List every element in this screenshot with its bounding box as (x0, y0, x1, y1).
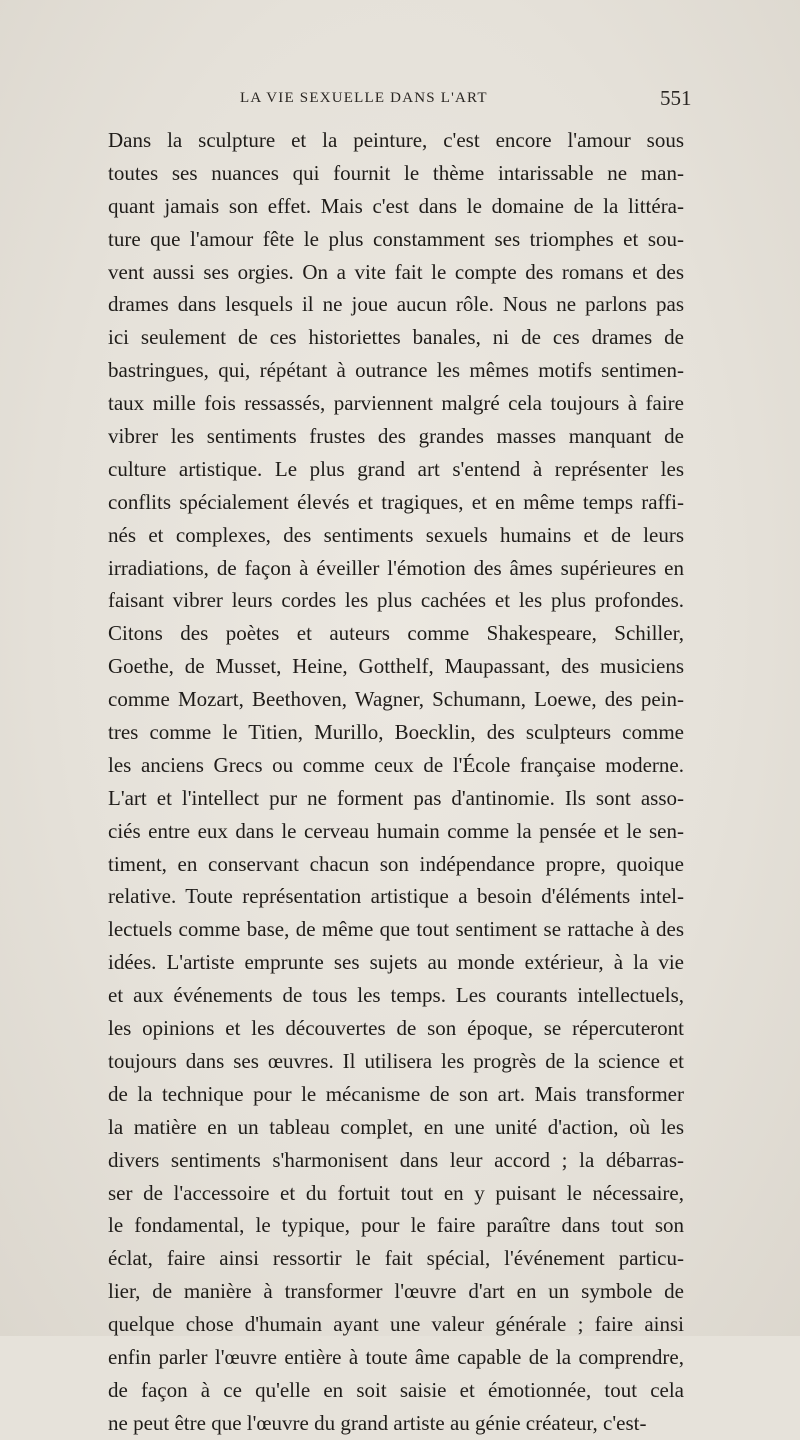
text-line: ne peut être que l'œuvre du grand artiste au génie créateur, c'est- (108, 1410, 647, 1435)
text-line: le fondamental, le typique, pour le faire paraître dans tout son (108, 1213, 684, 1238)
text-line: bastringues, qui, répétant à outrance les mêmes motifs sentimen- (108, 358, 684, 383)
text-line: la matière en un tableau complet, en une unité d'action, où les (108, 1114, 684, 1139)
text-line: toujours dans ses œuvres. Il utilisera les progrès de la science et (108, 1048, 684, 1073)
text-line: quelque chose d'humain ayant une valeur générale ; faire ainsi (108, 1312, 684, 1337)
body-text (108, 124, 684, 1440)
text-line: Goethe, de Musset, Heine, Gotthelf, Maupassant, des musiciens (108, 654, 684, 679)
text-line: les opinions et les découvertes de son époque, se répercuteront (108, 1016, 684, 1041)
text-line: enfin parler l'œuvre entière à toute âme capable de la comprendre, (108, 1344, 684, 1369)
text-line: culture artistique. Le plus grand art s'entend à représenter les (108, 456, 684, 481)
text-line: relative. Toute représentation artistique a besoin d'éléments intel- (108, 884, 684, 909)
text-line: drames dans lesquels il ne joue aucun rôle. Nous ne parlons pas (108, 292, 684, 317)
text-line: vibrer les sentiments frustes des grandes masses manquant de (108, 424, 684, 449)
text-line: nés et complexes, des sentiments sexuels humains et de leurs (108, 522, 684, 547)
text-line: comme Mozart, Beethoven, Wagner, Schumann, Loewe, des pein- (108, 687, 684, 712)
text-line: Dans la sculpture et la peinture, c'est encore l'amour sous (108, 128, 684, 152)
text-line: quant jamais son effet. Mais c'est dans le domaine de la littéra- (108, 193, 684, 218)
text-line: ciés entre eux dans le cerveau humain comme la pensée et le sen- (108, 818, 684, 843)
page-number: 551 (660, 86, 692, 110)
text-line: Citons des poètes et auteurs comme Shakespeare, Schiller, (108, 621, 684, 646)
text-line: taux mille fois ressassés, parviennent malgré cela toujours à faire (108, 391, 684, 416)
text-line: lier, de manière à transformer l'œuvre d'art en un symbole de (108, 1279, 684, 1304)
text-line: éclat, faire ainsi ressortir le fait spécial, l'événement particu- (108, 1246, 684, 1271)
text-line: tres comme le Titien, Murillo, Boecklin, des sculpteurs comme (108, 720, 684, 745)
text-line: L'art et l'intellect pur ne forment pas d'antinomie. Ils sont asso- (108, 785, 684, 810)
text-line: ici seulement de ces historiettes banales, ni de ces drames de (108, 325, 684, 350)
text-line: ture que l'amour fête le plus constamment ses triomphes et sou- (108, 226, 684, 251)
text-line: de la technique pour le mécanisme de son art. Mais transformer (108, 1081, 684, 1106)
text-line: faisant vibrer leurs cordes les plus cachées et les plus profondes. (108, 588, 684, 613)
text-line: divers sentiments s'harmonisent dans leur accord ; la débarras- (108, 1147, 684, 1172)
running-title: LA VIE SEXUELLE DANS L'ART (240, 90, 488, 106)
text-line: toutes ses nuances qui fournit le thème intarissable ne man- (108, 160, 684, 185)
text-line: lectuels comme base, de même que tout sentiment se rattache à des (108, 917, 684, 942)
text-line: irradiations, de façon à éveiller l'émotion des âmes supérieures en (108, 555, 684, 580)
text-line: timent, en conservant chacun son indépendance propre, quoique (108, 851, 684, 876)
text-line: de façon à ce qu'elle en soit saisie et émotionnée, tout cela (108, 1377, 684, 1402)
text-line: les anciens Grecs ou comme ceux de l'École française moderne. (108, 752, 684, 777)
page-header (0, 86, 800, 112)
text-line: conflits spécialement élevés et tragiques, et en même temps raffi- (108, 489, 684, 514)
text-line: et aux événements de tous les temps. Les courants intellectuels, (108, 983, 684, 1008)
text-line: vent aussi ses orgies. On a vite fait le compte des romans et des (108, 259, 684, 284)
text-line: ser de l'accessoire et du fortuit tout en y puisant le nécessaire, (108, 1180, 684, 1205)
text-line: idées. L'artiste emprunte ses sujets au monde extérieur, à la vie (108, 950, 684, 975)
